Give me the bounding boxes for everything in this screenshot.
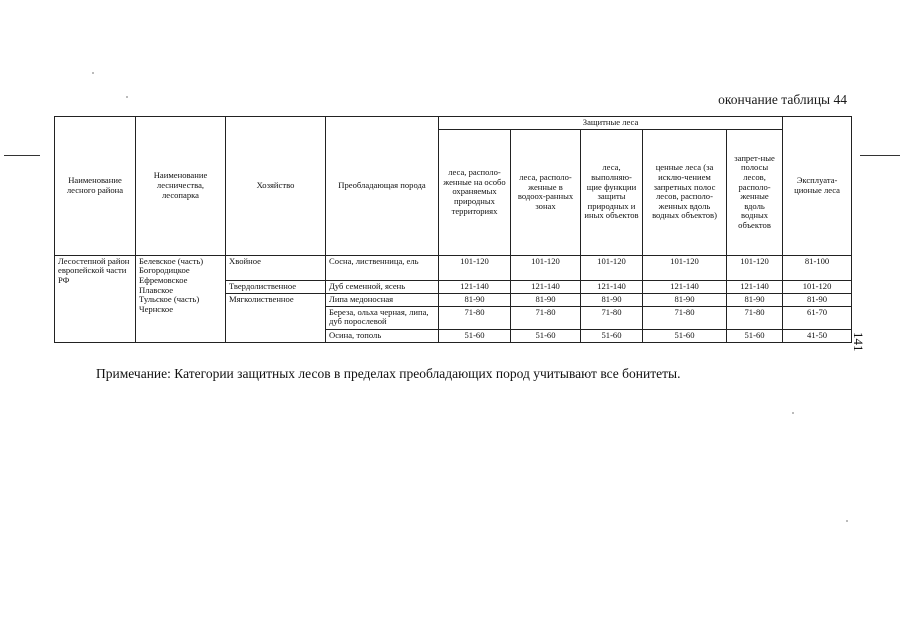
species-cell: Дуб семенной, ясень	[326, 280, 439, 293]
value-cell: 71-80	[581, 306, 643, 329]
value-cell: 121-140	[727, 280, 783, 293]
header-water-protection: леса, располо-женные в водоох-ранных зонах	[511, 129, 581, 255]
value-cell: 51-60	[727, 329, 783, 342]
species-cell: Липа медоносная	[326, 293, 439, 306]
forestry-item: Плавское	[139, 284, 174, 295]
economy-cell: Мягколиственное	[226, 293, 326, 342]
forest-categories-table	[54, 116, 852, 343]
header-economy: Хозяйство	[226, 117, 326, 256]
table-caption: окончание таблицы 44	[718, 92, 847, 107]
value-cell: 81-90	[511, 293, 581, 306]
page-number: 141	[851, 332, 866, 352]
value-cell: 101-120	[727, 255, 783, 280]
header-restricted-strips: запрет-ные полосы лесов, располо-женные вдоль водных объектов	[727, 129, 783, 255]
value-cell: 81-100	[783, 255, 852, 280]
forestry-item: Ефремовское	[139, 274, 188, 285]
value-cell: 81-90	[439, 293, 511, 306]
value-cell: 71-80	[643, 306, 727, 329]
scan-speck	[846, 520, 848, 522]
value-cell: 41-50	[783, 329, 852, 342]
forestry-cell	[136, 255, 226, 342]
species-cell: Береза, ольха черная, липа, дуб порослевой	[326, 306, 439, 329]
value-cell: 121-140	[643, 280, 727, 293]
value-cell: 81-90	[643, 293, 727, 306]
region-cell: Лесостепной район европейской части РФ	[55, 255, 136, 342]
value-cell: 121-140	[439, 280, 511, 293]
forestry-item: Белевское (часть)	[139, 255, 204, 266]
value-cell: 101-120	[643, 255, 727, 280]
header-protected-territories: леса, располо-женные на особо охраняемых природных территориях	[439, 129, 511, 255]
value-cell: 101-120	[511, 255, 581, 280]
value-cell: 101-120	[581, 255, 643, 280]
value-cell: 71-80	[439, 306, 511, 329]
table-row	[55, 255, 852, 280]
header-forestry: Наименование лесничества, лесопарка	[136, 117, 226, 256]
table-note: Примечание: Категории защитных лесов в пределах преобладающих пород учитывают все бонитеты.	[96, 366, 681, 381]
value-cell: 121-140	[511, 280, 581, 293]
value-cell: 81-90	[783, 293, 852, 306]
species-cell: Сосна, лиственница, ель	[326, 255, 439, 280]
economy-cell: Твердолиственное	[226, 280, 326, 293]
value-cell: 121-140	[581, 280, 643, 293]
header-exploitation: Эксплуата-ционые леса	[783, 117, 852, 256]
header-protective-group: Защитные леса	[439, 117, 783, 130]
value-cell: 51-60	[581, 329, 643, 342]
species-cell: Осина, тополь	[326, 329, 439, 342]
value-cell: 51-60	[511, 329, 581, 342]
forestry-item: Богородицкое	[139, 265, 190, 276]
value-cell: 101-120	[439, 255, 511, 280]
header-valuable-forests: ценные леса (за исклю-чением запретных полос лесов, располо-женных вдоль водных объектов)	[643, 129, 727, 255]
header-region: Наименование лесного района	[55, 117, 136, 256]
value-cell: 81-90	[581, 293, 643, 306]
scan-edge-mark	[4, 155, 40, 156]
scan-edge-mark	[860, 155, 900, 156]
forestry-item: Чернское	[139, 303, 174, 314]
forestry-item: Тульское (часть)	[139, 294, 200, 305]
value-cell: 51-60	[643, 329, 727, 342]
economy-cell: Хвойное	[226, 255, 326, 280]
scan-speck	[792, 412, 794, 414]
scan-speck	[92, 72, 94, 74]
value-cell: 61-70	[783, 306, 852, 329]
header-species: Преобладающая порода	[326, 117, 439, 256]
header-protective-functions: леса, выполняю-щие функции защиты природных и иных объектов	[581, 129, 643, 255]
value-cell: 71-80	[511, 306, 581, 329]
value-cell: 101-120	[783, 280, 852, 293]
scan-speck	[126, 96, 128, 98]
value-cell: 71-80	[727, 306, 783, 329]
value-cell: 81-90	[727, 293, 783, 306]
value-cell: 51-60	[439, 329, 511, 342]
